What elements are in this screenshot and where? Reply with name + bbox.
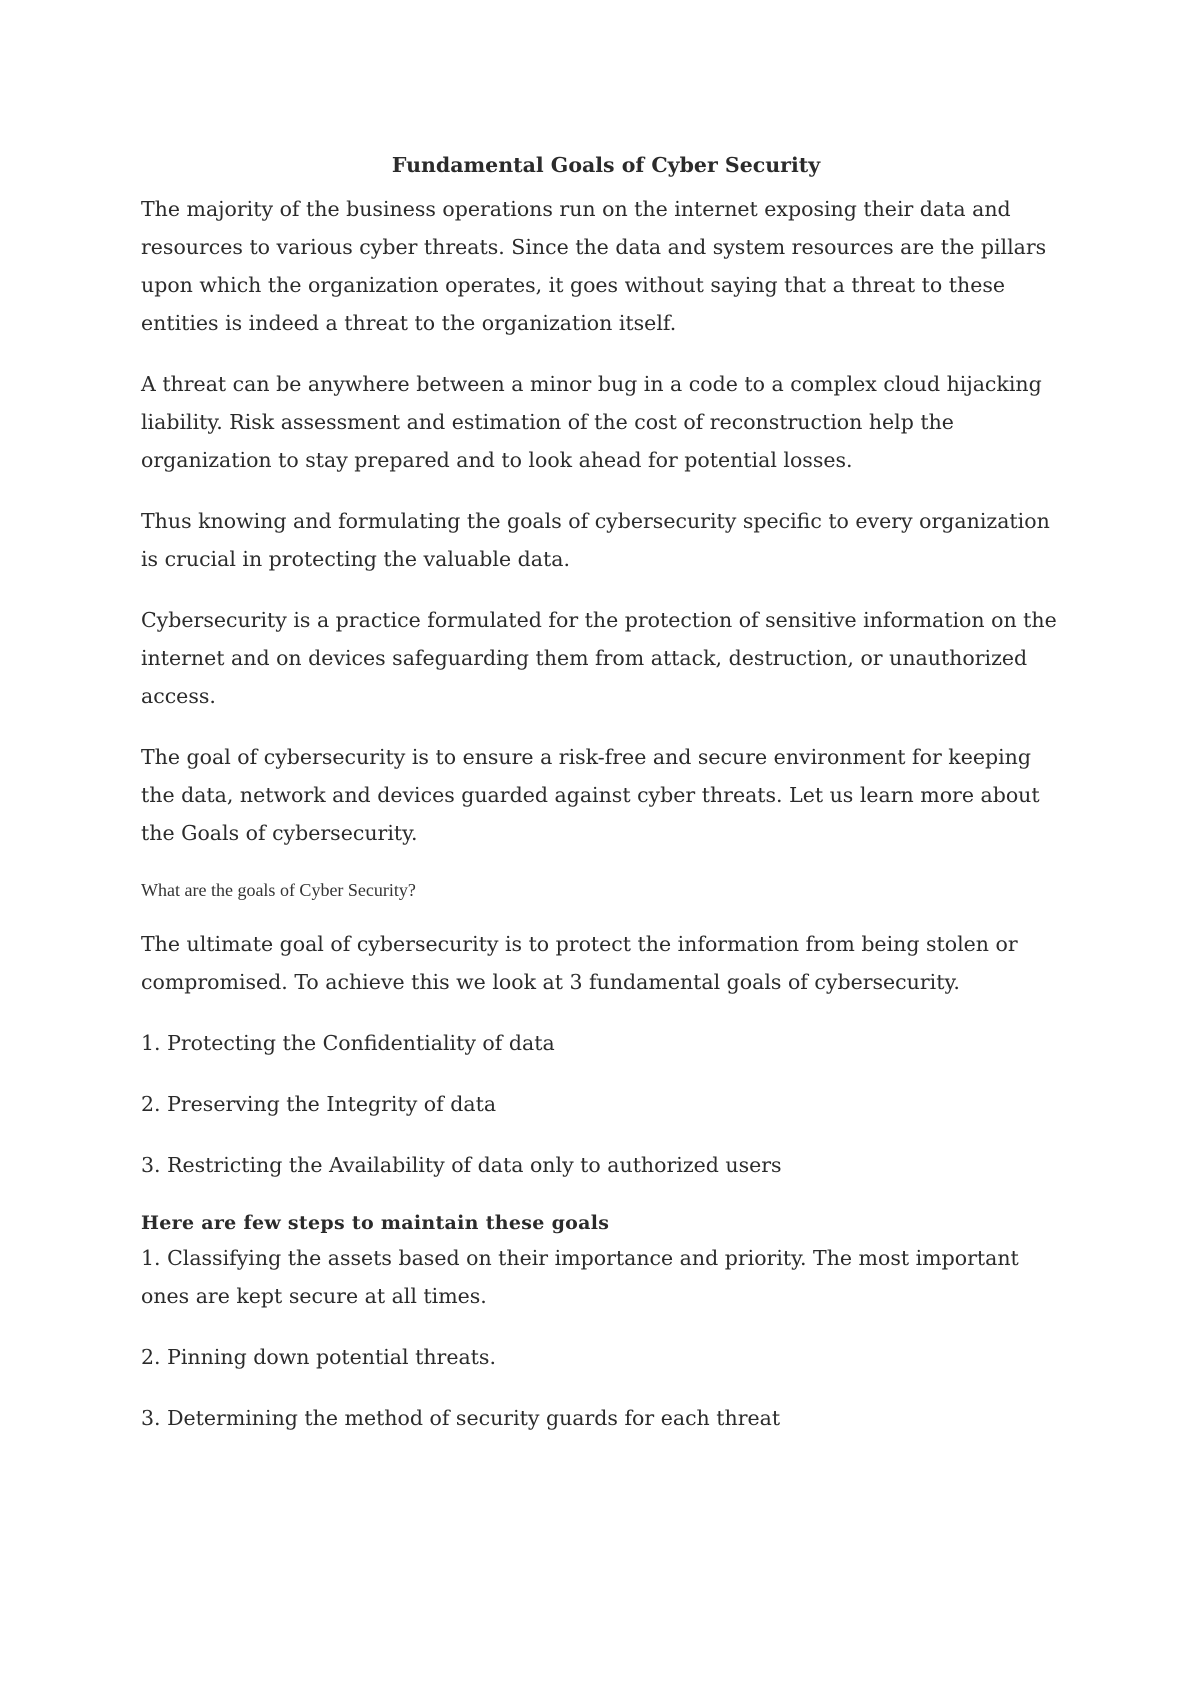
cybersecurity-goal-paragraph: The goal of cybersecurity is to ensure a risk-free and secure environment for keeping the data, network and devices guarded against cyber threats. Let us learn more about the Goals of cybersecurity.	[141, 745, 1040, 845]
cybersecurity-definition-paragraph: Cybersecurity is a practice formulated for the protection of sensitive information on the internet and on devices safeguarding them from attack, destruction, or unauthorized access.	[141, 608, 1057, 708]
goals-importance-paragraph: Thus knowing and formulating the goals of cybersecurity specific to every organization is crucial in protecting the valuable data.	[141, 509, 1050, 571]
step-item-threats: 2. Pinning down potential threats.	[141, 1345, 496, 1369]
goals-subheading: What are the goals of Cyber Security?	[141, 880, 416, 900]
steps-list	[141, 1239, 1071, 1437]
threat-paragraph: A threat can be anywhere between a minor bug in a code to a complex cloud hijacking liability. Risk assessment and estimation of the cost of reconstruction help the organization to stay prepared and to look ahead for potential losses.	[141, 372, 1042, 472]
goals-intro-paragraph: The ultimate goal of cybersecurity is to protect the information from being stolen or compromised. To achieve this we look at 3 fundamental goals of cybersecurity.	[141, 932, 1018, 994]
steps-heading: Here are few steps to maintain these goals	[141, 1212, 610, 1234]
step-item-security-guards: 3. Determining the method of security guards for each threat	[141, 1406, 781, 1430]
step-item-classify: 1. Classifying the assets based on their importance and priority. The most important ones are kept secure at all times.	[141, 1246, 1019, 1308]
goal-item-integrity: 2. Preserving the Integrity of data	[141, 1092, 497, 1116]
intro-paragraph: The majority of the business operations run on the internet exposing their data and resources to various cyber threats. Since the data and system resources are the pillars upon which the organization operates, it goes without saying that a threat to these entities is indeed a threat to the organization itself.	[141, 197, 1047, 335]
goal-item-availability: 3. Restricting the Availability of data only to authorized users	[141, 1153, 782, 1177]
document-title: Fundamental Goals of Cyber Security	[391, 153, 821, 177]
document-body	[141, 148, 1071, 1460]
goal-item-confidentiality: 1. Protecting the Confidentiality of data	[141, 1031, 555, 1055]
